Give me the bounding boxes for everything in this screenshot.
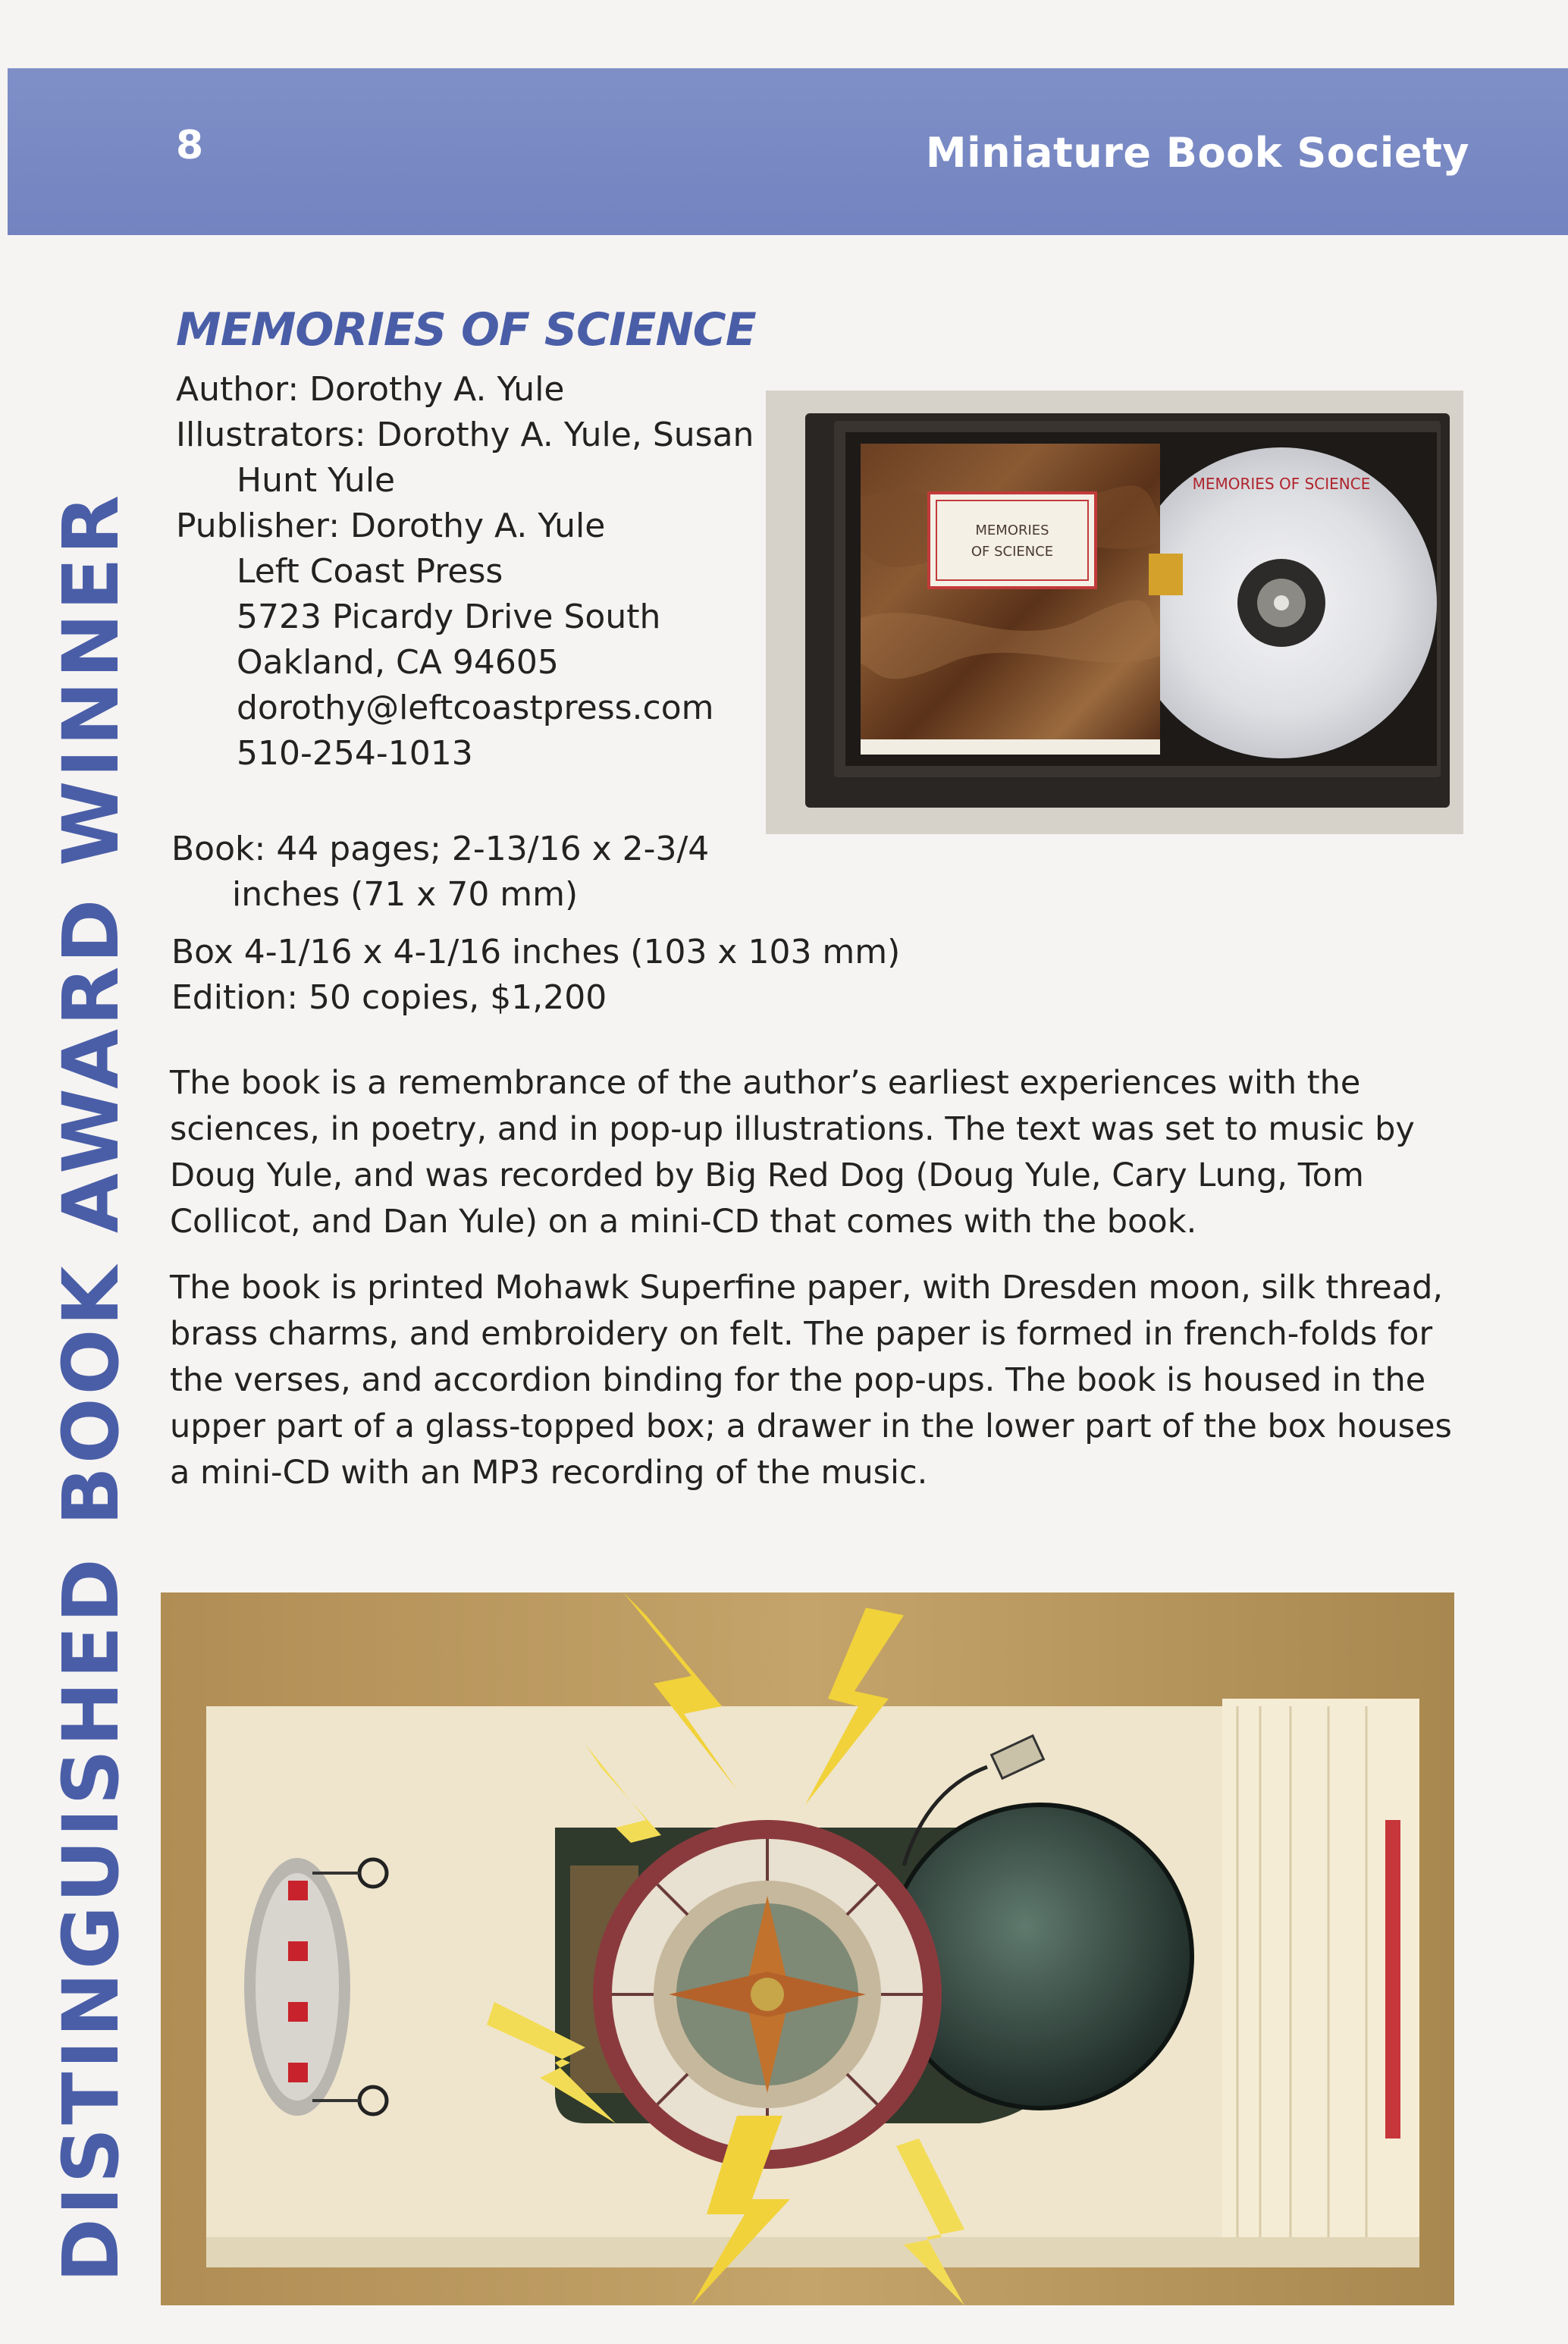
- city-line: Oakland, CA 94605: [237, 643, 559, 682]
- cd-label: MEMORIES OF SCIENCE: [1192, 475, 1371, 493]
- description-paragraph-1: The book is a remembrance of the author’s earliest experiences with the sciences, in poetry, and in pop-up illustrations. The text was set to music by Doug Yule, and was recorded by Big Red Dog (Doug Yule, Cary Lung, Tom Collicot, and Dan Yule) on a mini-CD that comes with the book.: [170, 1064, 1415, 1241]
- credits-block: [176, 367, 767, 777]
- page-number: 8: [176, 123, 204, 168]
- book-box-illustration: [766, 391, 1463, 834]
- article-title: MEMORIES OF SCIENCE: [176, 303, 756, 356]
- illustrators-line: Illustrators: Dorothy A. Yule, Susan: [176, 416, 754, 454]
- specs-block: [171, 827, 901, 1021]
- book-label-line-1: MEMORIES: [975, 522, 1049, 538]
- description-paragraph-2: The book is printed Mohawk Superfine paper, with Dresden moon, silk thread, brass charms, and embroidery on felt. The paper is formed in french-folds for the verses, and accordion binding for the pop-ups. The book is housed in the upper part of a glass-topped box; a drawer in the lower part of the box houses a mini-CD with an MP3 recording of the music.: [170, 1269, 1452, 1492]
- book-size-line: Book: 44 pages; 2-13/16 x 2-3/4: [171, 830, 710, 868]
- edition-line: Edition: 50 copies, $1,200: [171, 978, 607, 1017]
- box-size-line: Box 4-1/16 x 4-1/16 inches (103 x 103 mm): [171, 933, 901, 971]
- book-box-photo: [766, 391, 1463, 834]
- publisher-line: Publisher: Dorothy A. Yule: [176, 507, 606, 545]
- illustrators-line-cont: Hunt Yule: [237, 461, 396, 500]
- street-line: 5723 Picardy Drive South: [237, 598, 661, 636]
- book-size-line-cont: inches (71 x 70 mm): [232, 875, 579, 914]
- award-banner: DISTINGUISHED BOOK AWARD WINNER: [46, 491, 136, 2283]
- author-line: Author: Dorothy A. Yule: [176, 370, 565, 409]
- press-line: Left Coast Press: [237, 552, 503, 591]
- phone-line: 510-254-1013: [237, 734, 473, 773]
- popup-photo: [161, 1592, 1454, 2305]
- book-label-line-2: OF SCIENCE: [971, 544, 1054, 560]
- email-line: dorothy@leftcoastpress.com: [237, 689, 714, 727]
- popup-illustration: [161, 1592, 1454, 2305]
- running-head: Miniature Book Society: [925, 129, 1469, 177]
